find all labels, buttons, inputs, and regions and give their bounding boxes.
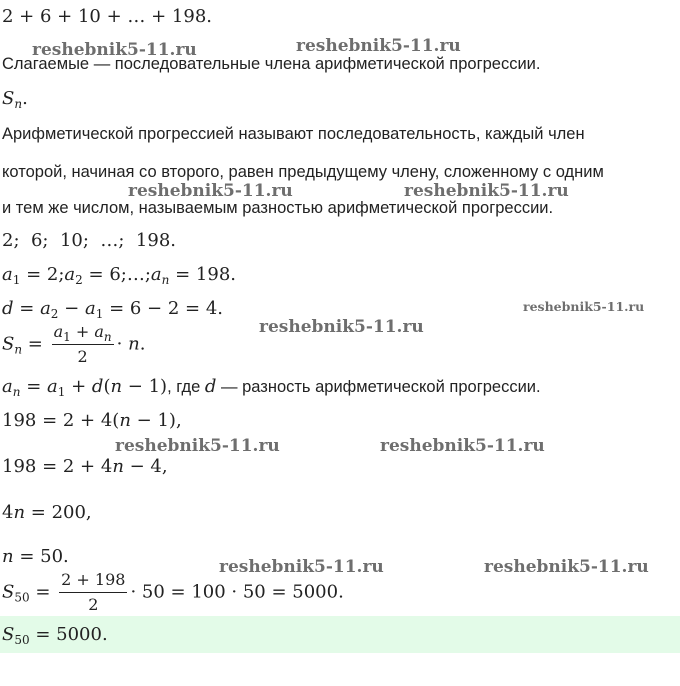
watermark: reshebnik5-11.ru <box>259 317 424 337</box>
step-line-1: 198 = 2 + 4(n − 1), <box>2 410 182 431</box>
s50-calculation-line: $S_{50}$ = $\frac{2 + 198}{2}$ · 50 = 100 · 50 = 5000. <box>2 570 344 614</box>
watermark: reshebnik5-11.ru <box>32 40 197 60</box>
watermark: reshebnik5-11.ru <box>484 557 649 577</box>
step-line-4: n = 50. <box>2 546 69 567</box>
sequence-line: 2; 6; 10; …; 198. <box>2 230 176 251</box>
watermark: reshebnik5-11.ru <box>115 436 280 456</box>
definition-line-2: которой, начиная со второго, равен предыдущему члену, сложенному с одним <box>2 163 604 181</box>
difference-line: $d = a_2 - a_1 = 6 - 2 = 4$. <box>2 298 223 321</box>
watermark: reshebnik5-11.ru <box>380 436 545 456</box>
definition-line-3: и тем же числом, называемым разностью арифметической прогрессии. <box>2 199 554 217</box>
answer-line: $S_{50} = 5000$. <box>2 624 108 647</box>
s50-fraction: $\frac{2 + 198}{2}$ <box>61 570 126 614</box>
task-expression: 2 + 6 + 10 + … + 198. <box>2 6 212 27</box>
watermark: reshebnik5-11.ru <box>219 557 384 577</box>
nth-term-line: $a_n = a_1 + d(n - 1)$, где d — разность арифметической прогрессии. <box>2 376 541 399</box>
sum-formula-line: $S_n$ = $\frac{a_1 + a_n}{2}$ · n. <box>2 322 146 366</box>
watermark: reshebnik5-11.ru <box>296 36 461 56</box>
step-line-2: 198 = 2 + 4n − 4, <box>2 456 168 477</box>
watermark: reshebnik5-11.ru <box>523 299 645 314</box>
sum-symbol: $S_n$. <box>2 88 28 111</box>
step-line-3: 4n = 200, <box>2 502 92 523</box>
intro-text: Слагаемые — последовательные члена арифметической прогрессии. <box>2 55 541 73</box>
terms-line: $a_1$ = $2;a_2$ = $6;\dots;a_n = 198$. <box>2 264 236 287</box>
watermark: reshebnik5-11.ru <box>404 181 569 201</box>
watermark: reshebnik5-11.ru <box>128 181 293 201</box>
sum-formula-fraction: $\frac{a_1 + a_n}{2}$ <box>53 322 112 366</box>
definition-line-1: Арифметической прогрессией называют последовательность, каждый член <box>2 125 585 143</box>
